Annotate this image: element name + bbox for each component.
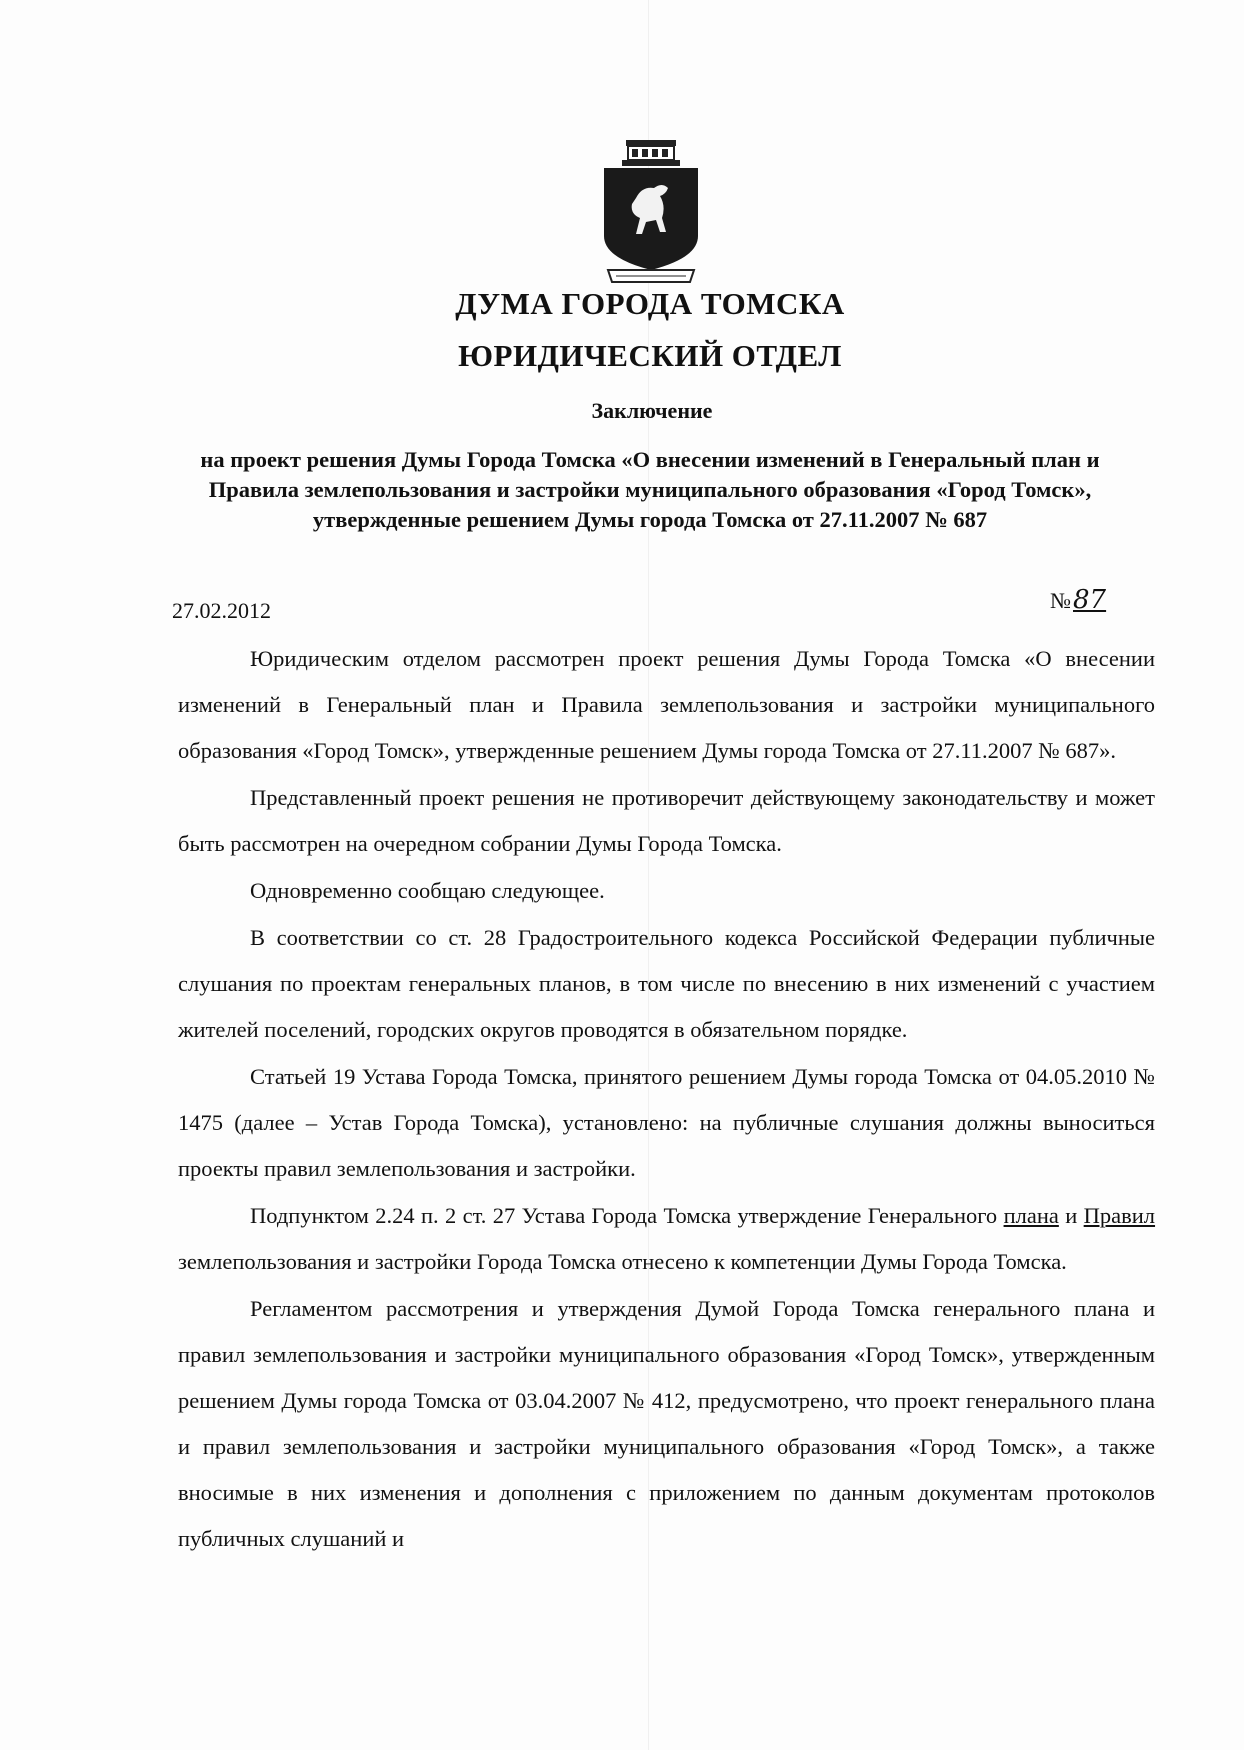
paragraph-7: Регламентом рассмотрения и утверждения Думой Города Томска генерального плана и правил землепользования и застройки муниципального образования «Город Томск», утвержденным решением Думы города Томска от 03.04.2007 № 412, предусмотрено, что проект генерального плана и правил землепользования и застройки муниципального образования «Город Томск», а также вносимые в них изменения и дополнения с приложением по данным документам протоколов публичных слушаний и: [178, 1296, 1155, 1551]
paragraph-5: Статьей 19 Устава Города Томска, принятого решением Думы города Томска от 04.05.2010 № 1475 (далее – Устав Города Томска), установлено: на публичные слушания должны выноситься проекты правил землепользования и застройки.: [178, 1064, 1155, 1181]
link-plan[interactable]: плана: [1003, 1203, 1059, 1228]
document-subject: на проект решения Думы Города Томска «О внесении изменений в Генеральный план и Правила землепользования и застройки муниципального образования «Город Томск», утвержденные решением Думы города Томска от 27.11.2007 № 687: [200, 447, 1100, 532]
paragraph-6: [178, 1193, 1155, 1285]
handwritten-number: 87: [1073, 585, 1107, 615]
department-title: ЮРИДИЧЕСКИЙ ОТДЕЛ: [458, 338, 842, 373]
document-number: [1050, 585, 1108, 615]
document-type: Заключение: [591, 398, 713, 423]
paragraph-6-end: землепользования и застройки Города Томска отнесено к компетенции Думы Города Томска.: [178, 1249, 1067, 1274]
paragraph-2: Представленный проект решения не противоречит действующему законодательству и может быть рассмотрен на очередном собрании Думы Города Томска.: [178, 785, 1155, 856]
paragraph-6-start: Подпунктом 2.24 п. 2 ст. 27 Устава Города Томска утверждение Генерального: [250, 1203, 998, 1228]
document-date: 27.02.2012: [172, 598, 271, 623]
paragraph-6-and: и: [1065, 1203, 1078, 1228]
paragraph-3: Одновременно сообщаю следующее.: [250, 878, 605, 903]
link-rules[interactable]: Правил: [1083, 1203, 1156, 1228]
tomsk-coat-of-arms-emblem: [596, 136, 706, 296]
document-body: [178, 636, 1155, 1563]
org-title: ДУМА ГОРОДА ТОМСКА: [455, 286, 845, 321]
paragraph-1: Юридическим отделом рассмотрен проект решения Думы Города Томска «О внесении изменений в Генеральный план и Правила землепользования и застройки муниципального образования «Город Томск», утвержденные решением Думы города Томска от 27.11.2007 № 687».: [178, 646, 1155, 763]
number-prefix: №: [1050, 588, 1071, 613]
paragraph-4: В соответствии со ст. 28 Градостроительного кодекса Российской Федерации публичные слушания по проектам генеральных планов, в том числе по внесению в них изменений с участием жителей поселений, городских округов проводятся в обязательном порядке.: [178, 925, 1155, 1042]
